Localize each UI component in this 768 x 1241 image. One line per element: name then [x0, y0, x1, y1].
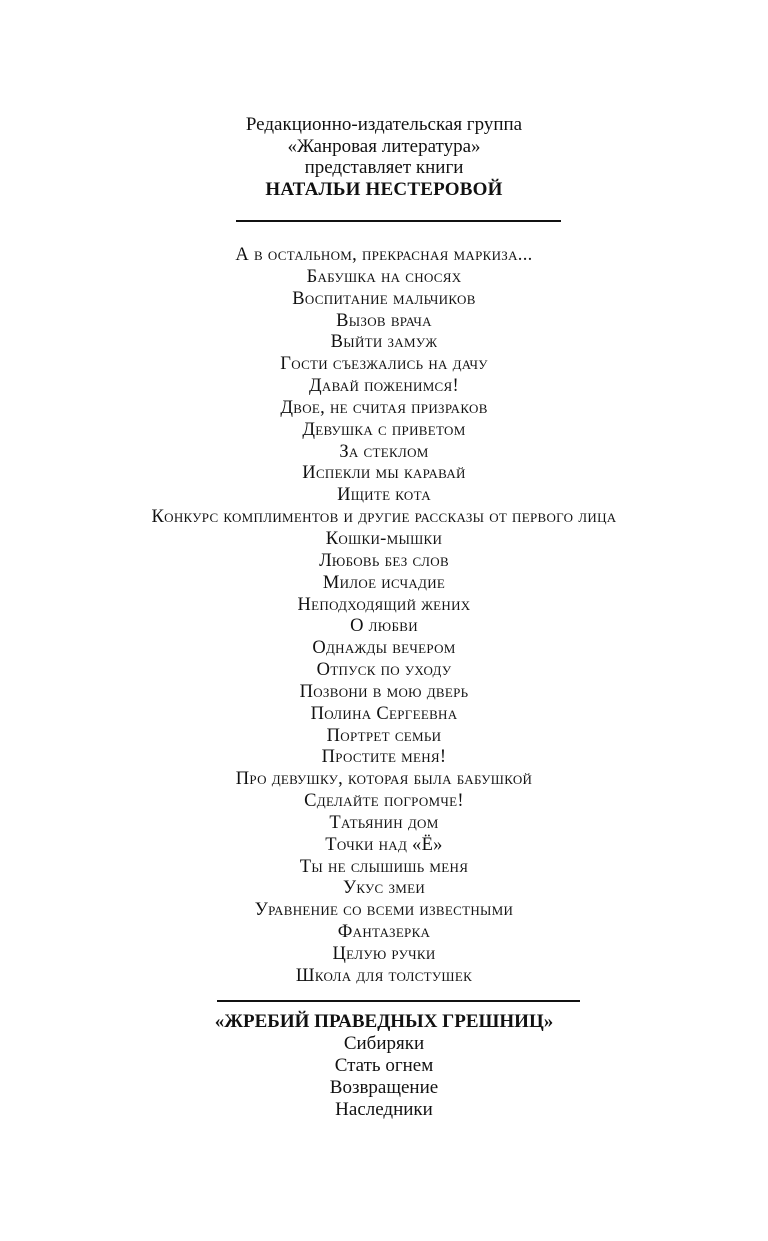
book-title: Простите меня!: [321, 747, 447, 768]
book-title: Гости съезжались на дачу: [280, 354, 488, 375]
book-title: Полина Сергеевна: [310, 703, 458, 724]
book-title: Фантазерка: [337, 922, 431, 943]
book-title: Неподходящий жених: [297, 594, 471, 615]
book-title: Кошки-мышки: [325, 528, 443, 549]
book-title: Точки над «Ё»: [325, 834, 443, 855]
book-title: О любви: [350, 616, 418, 637]
book-title: Двое, не считая призраков: [280, 397, 488, 418]
series-book-title: Стать огнем: [334, 1055, 434, 1076]
book-title: Выйти замуж: [330, 332, 438, 353]
author-name: НАТАЛЬИ НЕСТЕРОВОЙ: [265, 179, 503, 201]
series-books-list: [0, 1033, 768, 1121]
top-divider: [236, 220, 561, 222]
book-title: Однажды вечером: [312, 638, 456, 659]
book-title: Про девушку, которая была бабушкой: [235, 769, 533, 790]
series-book-title: Наследники: [335, 1099, 433, 1120]
publisher-group-line: Редакционно-издательская группа: [245, 114, 523, 135]
publisher-header: [0, 114, 768, 201]
book-title: Позвони в мою дверь: [299, 681, 469, 702]
book-title: Целую ручки: [332, 944, 436, 964]
publisher-imprint-line: «Жанровая литература»: [287, 135, 481, 157]
series-title: «ЖРЕБИЙ ПРАВЕДНЫХ ГРЕШНИЦ»: [214, 1011, 554, 1032]
book-title: Конкурс комплиментов и другие рассказы от первого лица: [151, 507, 617, 528]
book-title: Сделайте погромче!: [304, 791, 464, 812]
book-title: А в остальном, прекрасная маркиза...: [235, 245, 533, 265]
book-title: Портрет семьи: [326, 725, 442, 746]
book-title: Ты не слышишь меня: [299, 856, 469, 877]
book-title: Укус змеи: [342, 878, 426, 899]
book-title: Отпуск по уходу: [316, 660, 452, 681]
book-title: Воспитание мальчиков: [292, 288, 476, 309]
book-title: Любовь без слов: [319, 550, 449, 571]
presents-line: представляет книги: [304, 157, 464, 179]
book-title: Уравнение со всеми известными: [254, 900, 514, 921]
book-titles-list: [0, 245, 768, 988]
book-title: За стеклом: [339, 441, 429, 462]
book-title: Девушка с приветом: [302, 419, 466, 440]
series-book-title: Сибиряки: [343, 1033, 425, 1054]
series-section: [0, 1011, 768, 1121]
book-title: Давай поженимся!: [309, 376, 459, 397]
series-divider: [217, 1000, 580, 1002]
book-title: Ищите кота: [337, 485, 431, 506]
book-title: Татьянин дом: [329, 812, 439, 833]
book-title: Милое исчадие: [322, 572, 446, 593]
series-book-title: Возвращение: [329, 1077, 439, 1098]
book-title: Вызов врача: [336, 310, 432, 331]
book-title: Школа для толстушек: [295, 965, 473, 986]
book-title: Бабушка на сносях: [306, 266, 462, 287]
book-title: Испекли мы каравай: [302, 463, 466, 484]
